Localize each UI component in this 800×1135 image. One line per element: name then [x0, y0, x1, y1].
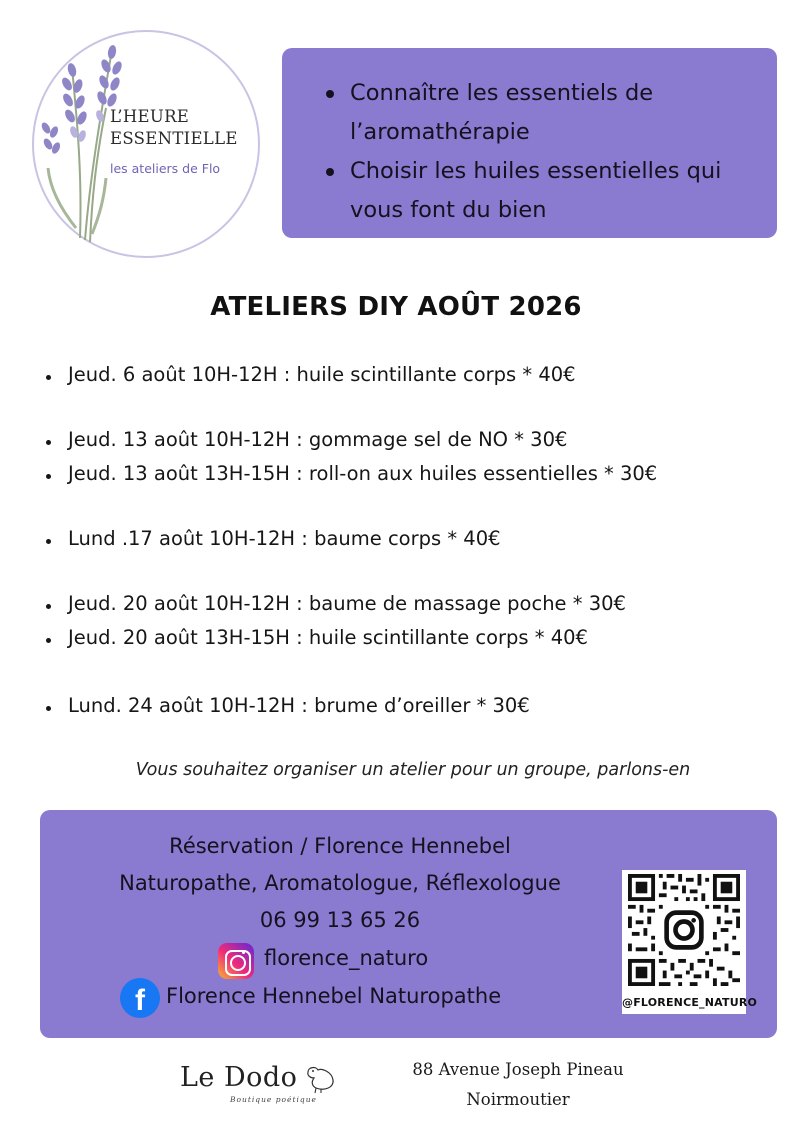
page-title: ATELIERS DIY AOÛT 2026: [210, 292, 582, 322]
instagram-icon: [218, 943, 254, 979]
intro-list: [326, 74, 757, 230]
profession-line: Naturopathe, Aromatologue, Réflexologue: [119, 871, 561, 895]
qr-code[interactable]: [622, 870, 758, 1014]
logo-title: [110, 106, 260, 150]
workshop-item: Jeud. 20 août 13H-15H : huile scintillante corps * 40€: [44, 626, 588, 649]
reservation-line: Réservation / Florence Hennebel: [169, 834, 511, 858]
qr-label: @FLORENCE_NATURO: [622, 996, 758, 1009]
dodo-bird-icon: [302, 1064, 338, 1094]
ledodo-tagline: Boutique poétique: [230, 1095, 317, 1104]
qr-code-icon: [628, 874, 740, 986]
workshop-item: Lund. 24 août 10H-12H : brume d’oreiller * 30€: [44, 694, 530, 717]
contact-box: [40, 810, 777, 1038]
address-line1: 88 Avenue Joseph Pineau: [412, 1060, 624, 1079]
facebook-page[interactable]: Florence Hennebel Naturopathe: [166, 984, 502, 1008]
workshop-item: Lund .17 août 10H-12H : baume corps * 40€: [44, 527, 501, 550]
instagram-handle[interactable]: florence_naturo: [264, 946, 429, 970]
address: [390, 1055, 646, 1115]
facebook-icon: f: [120, 978, 160, 1018]
workshop-item: Jeud. 13 août 13H-15H : roll-on aux huiles essentielles * 30€: [44, 462, 657, 485]
logo-subtitle: les ateliers de Flo: [110, 161, 221, 176]
intro-item: Choisir les huiles essentielles qui vous font du bien: [326, 152, 757, 230]
ledodo-brand: Le Dodo: [180, 1062, 298, 1093]
intro-box: [282, 48, 777, 238]
intro-item: Connaître les essentiels de l’aromathérapie: [326, 74, 757, 152]
phone-number[interactable]: 06 99 13 65 26: [259, 908, 421, 932]
workshop-item: Jeud. 20 août 10H-12H : baume de massage poche * 30€: [44, 592, 626, 615]
workshop-item: Jeud. 6 août 10H-12H : huile scintillante corps * 40€: [44, 363, 576, 386]
group-note: Vous souhaitez organiser un atelier pour un groupe, parlons-en: [135, 760, 691, 780]
logo-title-line2: ESSENTIELLE: [110, 129, 238, 148]
workshop-item: Jeud. 13 août 10H-12H : gommage sel de NO * 30€: [44, 428, 567, 451]
logo-title-line1: L’HEURE: [110, 107, 190, 126]
address-line2: Noirmoutier: [466, 1090, 570, 1109]
logo: [30, 28, 262, 260]
ledodo-logo: [180, 1062, 350, 1108]
